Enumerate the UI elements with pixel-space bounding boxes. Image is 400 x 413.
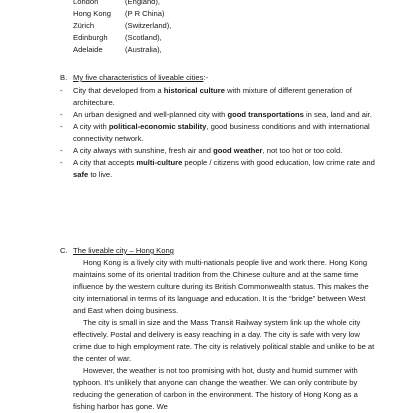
characteristics-list [60, 85, 380, 181]
bullet-text: A city with [73, 122, 109, 131]
bullet-text: with mixture of different generation of architecture. [73, 86, 352, 107]
dash-bullet-icon: - [60, 158, 63, 167]
paragraph [60, 257, 380, 317]
dash-bullet-icon: - [60, 86, 63, 95]
bullet-text: A city always with sunshine, fresh air and [73, 146, 214, 155]
list-item [60, 85, 380, 109]
city-name: Hong Kong [73, 9, 111, 18]
bullet-text: in sea, land and air. [303, 110, 372, 119]
bullet-emphasis: multi-culture [136, 158, 183, 167]
section-letter: C. [60, 246, 68, 255]
city-name: Edinburgh [73, 33, 108, 42]
section-title: My five characteristics of liveable cities [73, 73, 204, 82]
bullet-text: people / citizens with good education, low crime rate and [182, 158, 375, 167]
list-item [73, 32, 171, 44]
city-country: (Scotland), [125, 33, 162, 42]
section-letter: B. [60, 73, 68, 82]
section-title-suffix: :- [203, 73, 209, 82]
section-heading [60, 72, 380, 84]
bullet-text: An urban designed and well-planned city with [73, 110, 228, 119]
section-b [60, 72, 380, 181]
list-item [73, 0, 171, 8]
bullet-text: to live. [88, 170, 113, 179]
city-country: (P R China) [125, 9, 165, 18]
list-item [73, 20, 171, 32]
bullet-emphasis: good weather [213, 146, 263, 155]
list-item [60, 121, 380, 145]
bullet-text: , not too hot or too cold. [262, 146, 343, 155]
bullet-text: A city that accepts [73, 158, 137, 167]
city-name: London [73, 0, 99, 6]
paragraph [60, 365, 380, 413]
list-item [60, 157, 380, 181]
section-title: The liveable city – Hong Kong [73, 246, 174, 255]
dash-bullet-icon: - [60, 146, 63, 155]
bullet-emphasis: historical culture [163, 86, 225, 95]
bullet-emphasis: safe [73, 170, 89, 179]
city-country: (England), [125, 0, 161, 6]
list-item [60, 109, 380, 121]
paragraph-text: The city is small in size and the Mass Transit Railway system link up the whole city effectively. Postal and delivery is easy reaching in a day. The city is safe with very low crime due to high employment rate. The city is relatively political stable and unlike to be at the center of war. [73, 318, 375, 363]
city-country: (Australia), [125, 45, 162, 54]
paragraph-text: However, the weather is not too promising with hot, dusty and humid summer with typhoon. It’s unlikely that anyone can change the weather. We can only contribute by reducing the generation of carbon in the environment. The history of Hong Kong as a fishing harbor has gone. We [73, 366, 358, 411]
list-item [73, 8, 171, 20]
bullet-text: , good business conditions and with international connectivity network. [73, 122, 370, 143]
dash-bullet-icon: - [60, 110, 63, 119]
section-heading [60, 245, 380, 257]
paragraph-text: Hong Kong is a lively city with multi-nationals people live and work there. Hong Kong maintains some of its oriental tradition from the Chinese culture and at the same time influence by the western culture during its British Commonwealth status. This makes the city international in terms of its language and education. It is the “bridge” between West and East when doing business. [73, 258, 369, 315]
dash-bullet-icon: - [60, 122, 63, 131]
paragraph [60, 317, 380, 365]
city-name: Zürich [73, 21, 95, 30]
bullet-emphasis: political-economic stability [108, 122, 207, 131]
section-c [60, 245, 380, 413]
list-item [60, 145, 380, 157]
list-item [73, 44, 171, 56]
city-name: Adelaide [73, 45, 103, 54]
city-country: (Switzerland), [125, 21, 172, 30]
city-list [73, 0, 171, 56]
bullet-emphasis: good transportations [227, 110, 304, 119]
bullet-text: City that developed from a [73, 86, 164, 95]
